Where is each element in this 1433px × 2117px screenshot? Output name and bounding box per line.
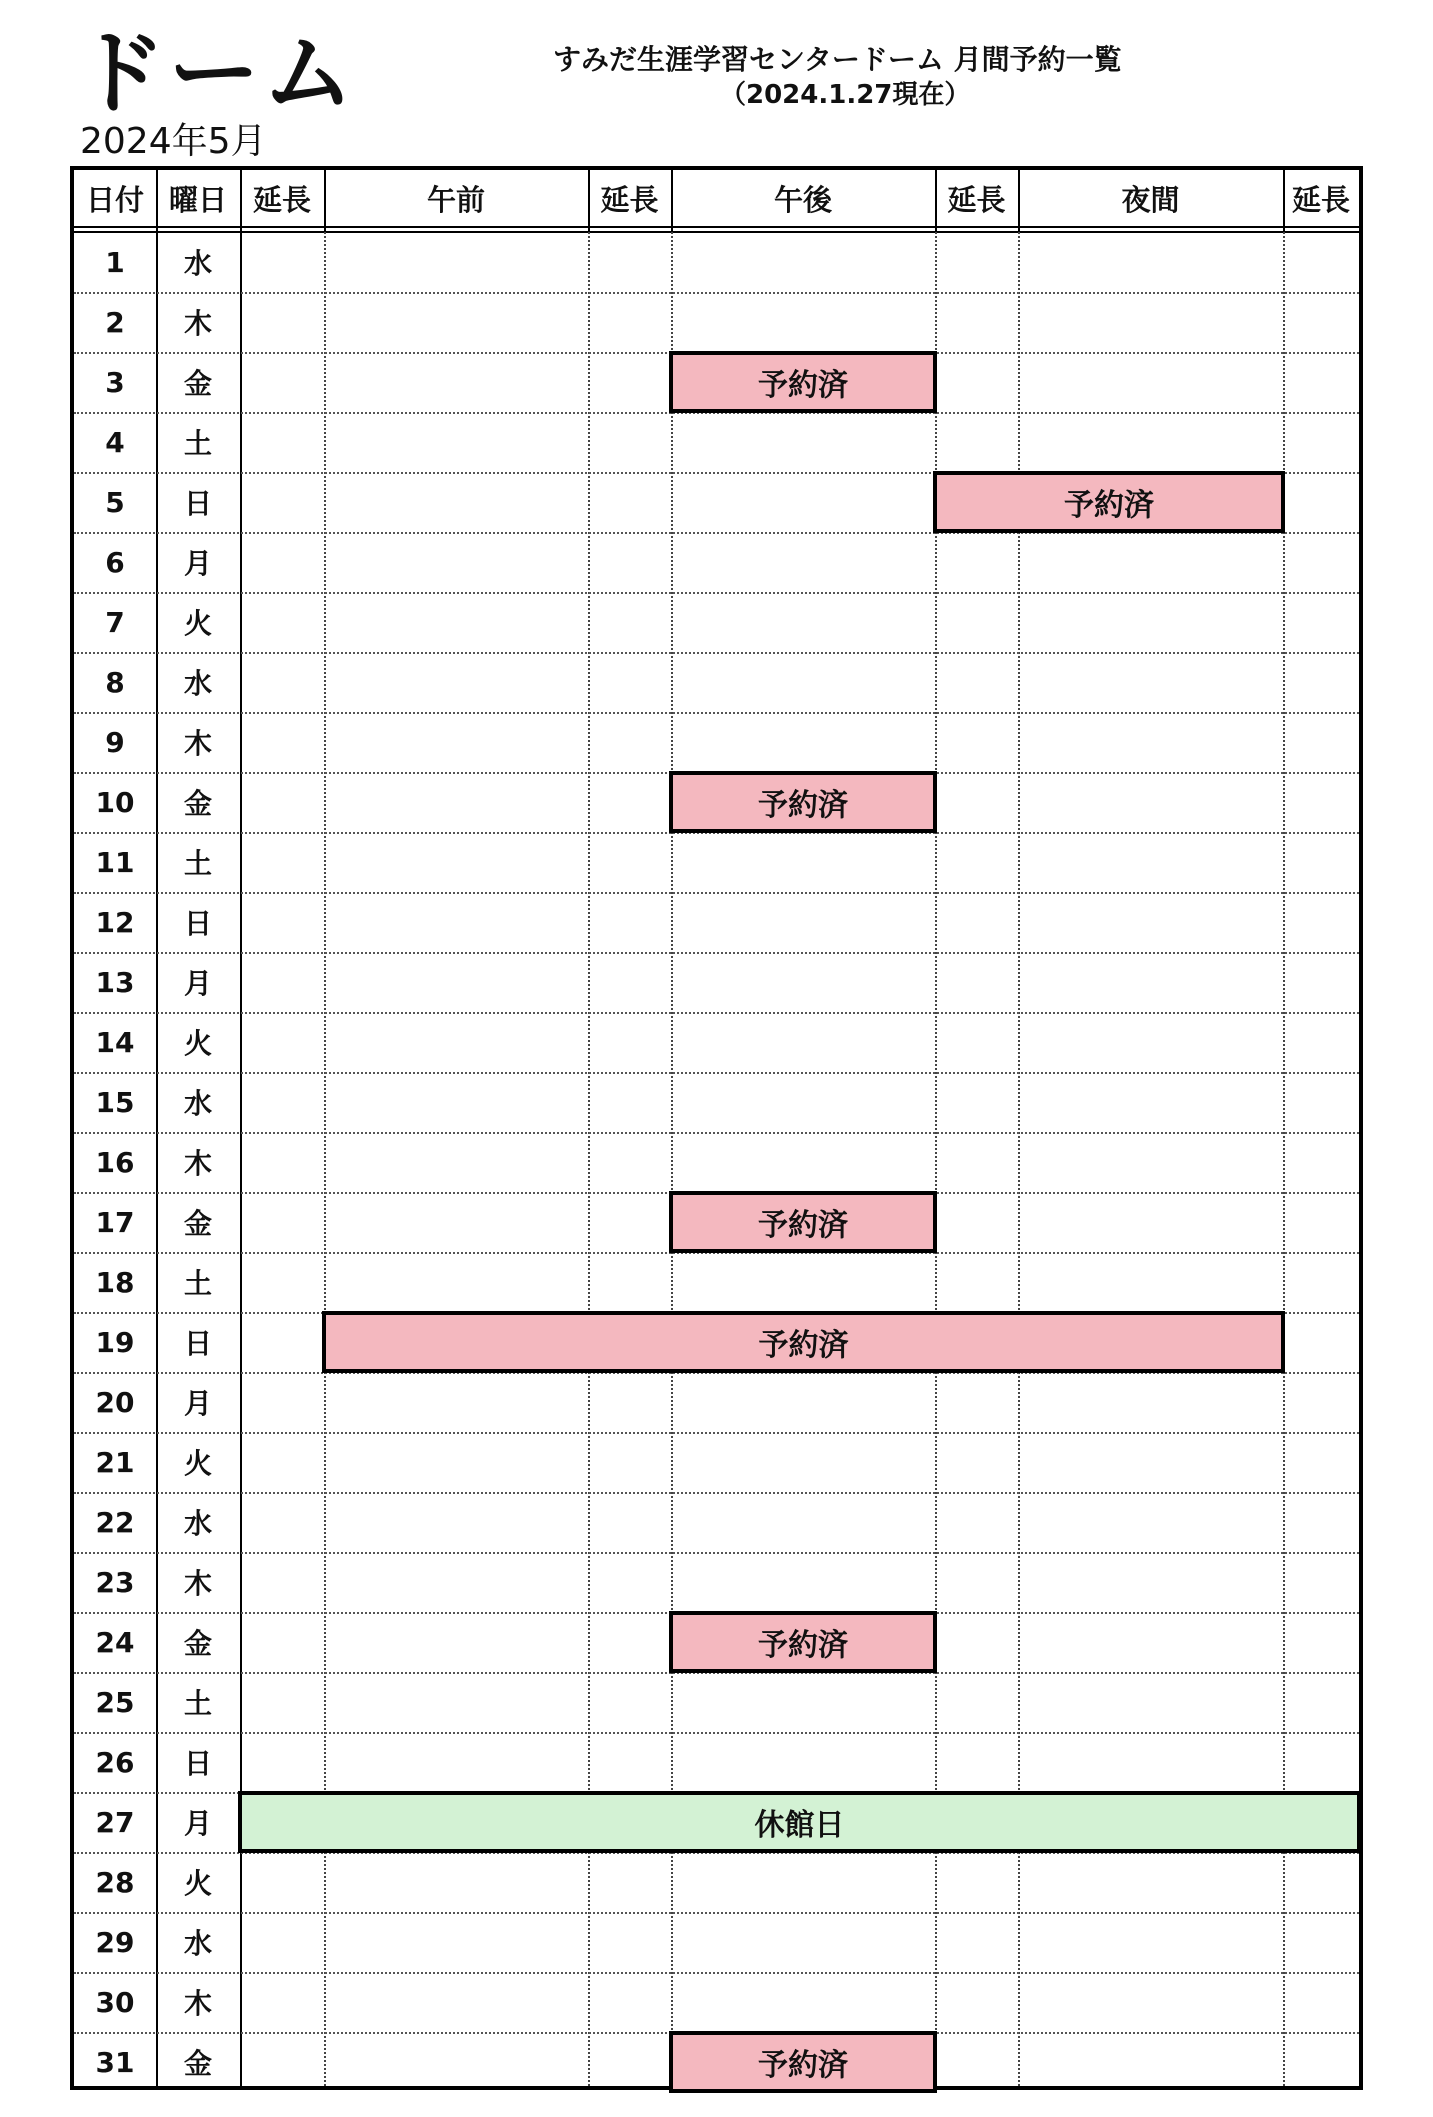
row-weekday: 月 [183, 967, 212, 1000]
row-date: 17 [95, 1205, 135, 1239]
row-weekday: 木 [183, 1987, 212, 2020]
row-date: 3 [105, 365, 125, 399]
row-weekday: 金 [183, 1627, 212, 1660]
row-date: 22 [95, 1505, 135, 1539]
row-divider [74, 712, 1359, 714]
row-weekday: 木 [183, 727, 212, 760]
row-divider [74, 1732, 1359, 1734]
reservation-block[interactable]: 予約済 [669, 351, 937, 413]
row-weekday: 金 [183, 787, 212, 820]
row-divider [74, 1972, 1359, 1974]
row-weekday: 日 [183, 907, 212, 940]
column-header-ext-2: 延長 [600, 182, 659, 217]
row-date: 1 [105, 245, 125, 279]
row-weekday: 火 [183, 607, 212, 640]
reservation-block[interactable]: 予約済 [669, 1611, 937, 1673]
column-header-date: 日付 [85, 182, 144, 217]
facility-name: ドーム [74, 20, 357, 127]
row-weekday: 月 [183, 547, 212, 580]
row-weekday: 水 [183, 1927, 212, 1960]
header-divider [74, 226, 1359, 233]
row-weekday: 水 [183, 1087, 212, 1120]
row-weekday: 水 [183, 1507, 212, 1540]
closed-day-block[interactable]: 休館日 [238, 1791, 1361, 1853]
row-weekday: 月 [183, 1387, 212, 1420]
row-date: 2 [105, 305, 125, 339]
row-weekday: 木 [183, 1147, 212, 1180]
row-date: 10 [95, 785, 135, 819]
column-header-ext-1: 延長 [252, 182, 311, 217]
row-date: 20 [95, 1385, 135, 1419]
column-header-day: 曜日 [168, 182, 227, 217]
row-date: 26 [95, 1745, 135, 1779]
row-weekday: 土 [183, 847, 212, 880]
row-weekday: 金 [183, 2047, 212, 2080]
row-date: 24 [95, 1625, 135, 1659]
column-header-ext-3: 延長 [947, 182, 1006, 217]
row-date: 31 [95, 2045, 135, 2079]
row-date: 27 [95, 1805, 135, 1839]
row-date: 19 [95, 1325, 135, 1359]
row-date: 30 [95, 1985, 135, 2019]
row-weekday: 日 [183, 1747, 212, 1780]
row-date: 29 [95, 1925, 135, 1959]
row-divider [74, 292, 1359, 294]
row-divider [74, 1072, 1359, 1074]
row-divider [74, 652, 1359, 654]
row-date: 21 [95, 1445, 135, 1479]
reservation-block[interactable]: 予約済 [322, 1311, 1285, 1373]
row-divider [74, 1132, 1359, 1134]
column-header-afternoon: 午後 [773, 182, 832, 217]
row-divider [74, 1552, 1359, 1554]
row-weekday: 月 [183, 1807, 212, 1840]
row-weekday: 水 [183, 247, 212, 280]
row-weekday: 金 [183, 1207, 212, 1240]
row-weekday: 日 [183, 487, 212, 520]
row-date: 15 [95, 1085, 135, 1119]
row-date: 13 [95, 965, 135, 999]
row-date: 8 [105, 665, 125, 699]
row-weekday: 木 [183, 307, 212, 340]
row-weekday: 日 [183, 1327, 212, 1360]
row-divider [74, 892, 1359, 894]
month-label: 2024年5月 [80, 121, 267, 162]
column-header-night: 夜間 [1121, 182, 1180, 217]
row-date: 23 [95, 1565, 135, 1599]
row-divider [74, 1432, 1359, 1434]
row-weekday: 土 [183, 1687, 212, 1720]
row-date: 9 [105, 725, 125, 759]
row-date: 28 [95, 1865, 135, 1899]
row-date: 5 [105, 485, 125, 519]
reservation-block[interactable]: 予約済 [669, 1191, 937, 1253]
reservation-block[interactable]: 予約済 [669, 2031, 937, 2093]
row-weekday: 土 [183, 1267, 212, 1300]
row-date: 6 [105, 545, 125, 579]
reservation-block[interactable]: 予約済 [669, 771, 937, 833]
row-divider [74, 952, 1359, 954]
row-weekday: 火 [183, 1447, 212, 1480]
row-divider [74, 592, 1359, 594]
row-date: 12 [95, 905, 135, 939]
page-title: すみだ生涯学習センタードーム 月間予約一覧 [553, 43, 1122, 76]
row-date: 4 [105, 425, 125, 459]
reservation-table [70, 166, 1363, 2090]
row-divider [74, 1912, 1359, 1914]
row-weekday: 木 [183, 1567, 212, 1600]
row-weekday: 水 [183, 667, 212, 700]
row-weekday: 金 [183, 367, 212, 400]
column-header-morning: 午前 [426, 182, 485, 217]
as-of-date: （2024.1.27現在） [720, 80, 971, 110]
column-header-ext-4: 延長 [1291, 182, 1350, 217]
row-weekday: 火 [183, 1867, 212, 1900]
row-date: 18 [95, 1265, 135, 1299]
row-weekday: 火 [183, 1027, 212, 1060]
row-divider [74, 1492, 1359, 1494]
reservation-block[interactable]: 予約済 [933, 471, 1285, 533]
row-weekday: 土 [183, 427, 212, 460]
row-date: 14 [95, 1025, 135, 1059]
row-date: 16 [95, 1145, 135, 1179]
row-date: 7 [105, 605, 125, 639]
row-date: 25 [95, 1685, 135, 1719]
row-divider [74, 1012, 1359, 1014]
row-date: 11 [95, 845, 135, 879]
